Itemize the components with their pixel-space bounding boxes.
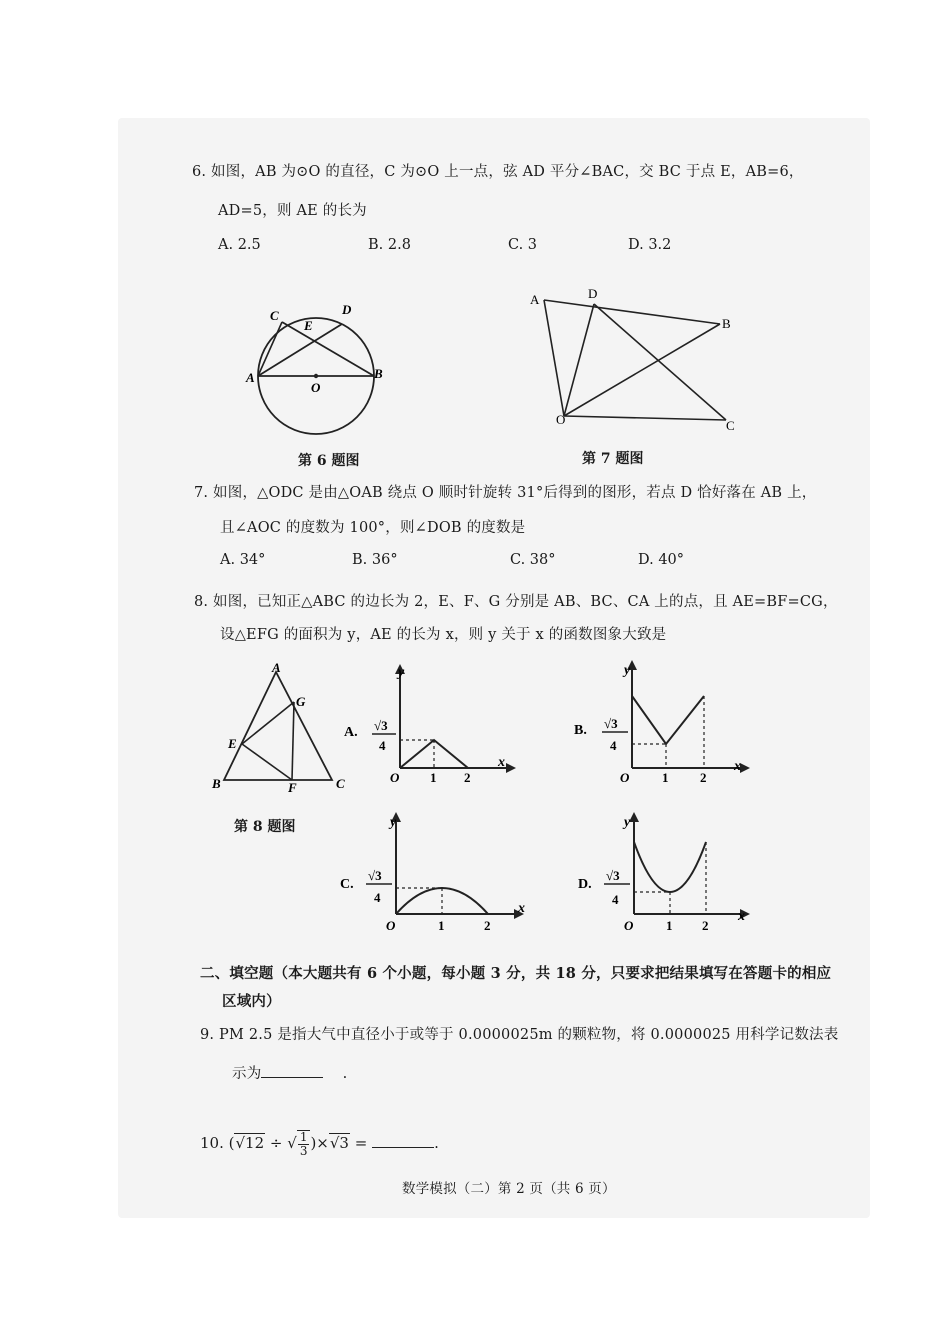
q6-circle-figure xyxy=(240,296,400,446)
q8-triangle-figure xyxy=(208,662,358,798)
q9-end: . xyxy=(342,1066,348,1082)
graph-c-tick-1: 1 xyxy=(438,918,445,933)
q10-sqrt-sign: √ xyxy=(287,1134,297,1152)
q8-label-c: C xyxy=(336,776,345,791)
q8-graph-a xyxy=(340,662,520,786)
q6-option-b: B. 2.8 xyxy=(368,237,411,253)
q7-option-b: B. 36° xyxy=(352,552,398,568)
page-footer: 数学模拟（二）第 2 页（共 6 页） xyxy=(402,1181,616,1197)
q9-line2 xyxy=(232,1062,347,1083)
q10-times: )× xyxy=(310,1134,329,1152)
graph-a-tick-2: 2 xyxy=(464,770,471,785)
q10-sqrt-3: √3 xyxy=(329,1134,349,1152)
graph-b-yval-num: √3 xyxy=(604,716,618,731)
graph-b-origin: O xyxy=(620,770,630,785)
q8-figure-caption: 第 8 题图 xyxy=(234,819,296,835)
q10-eq: = xyxy=(349,1134,373,1152)
q10-expression xyxy=(200,1130,439,1158)
q8-label-f: F xyxy=(288,780,297,795)
q8-line1: 8. 如图，已知正△ABC 的边长为 2，E、F、G 分别是 AB、BC、CA 上的点，且 AE=BF=CG， xyxy=(194,594,838,610)
graph-c-origin: O xyxy=(386,918,396,933)
q7-label-b: B xyxy=(722,316,731,331)
q9-answer-blank xyxy=(261,1063,323,1078)
graph-b-y-axis-label: y xyxy=(624,663,631,678)
q8-graph-c xyxy=(338,808,538,938)
q6-label-o: O xyxy=(311,380,321,395)
q6-label-d: D xyxy=(342,302,352,317)
graph-b-tick-2: 2 xyxy=(700,770,707,785)
q9-line2-text: 示为 xyxy=(232,1066,262,1082)
q10-frac-num: 1 xyxy=(299,1130,308,1144)
graph-b-x-axis-label: x xyxy=(734,759,741,774)
q8-line2: 设△EFG 的面积为 y，AE 的长为 x，则 y 关于 x 的函数图象大致是 xyxy=(220,627,667,643)
graph-d-origin: O xyxy=(624,918,634,933)
q10-prefix: 10. ( xyxy=(200,1134,235,1152)
graph-a-yval-den: 4 xyxy=(379,738,386,753)
q6-option-a: A. 2.5 xyxy=(218,237,261,253)
q6-label-e: E xyxy=(304,318,313,333)
q6-figure-caption: 第 6 题图 xyxy=(298,453,360,469)
q8-graph-b xyxy=(570,658,760,788)
q8-graph-d xyxy=(576,808,766,938)
q10-div: ÷ xyxy=(265,1134,288,1152)
q6-line2: AD=5，则 AE 的长为 xyxy=(218,203,367,219)
graph-b-yval-den: 4 xyxy=(610,738,617,753)
q7-label-o: O xyxy=(556,412,566,427)
q7-label-a: A xyxy=(530,292,540,307)
q7-figure xyxy=(520,282,750,442)
graph-d-x-axis-label: x xyxy=(738,909,745,924)
q10-fraction xyxy=(297,1130,311,1158)
graph-a-x-axis-label: x xyxy=(498,755,505,770)
q10-end: . xyxy=(434,1134,439,1152)
graph-a-option-label: A. xyxy=(344,725,358,740)
q8-label-e: E xyxy=(228,736,237,751)
q8-label-g: G xyxy=(296,694,306,709)
q10-sqrt-12: √12 xyxy=(235,1134,265,1152)
graph-d-tick-1: 1 xyxy=(666,918,673,933)
graph-a-y-axis-label: y xyxy=(398,665,405,680)
q10-answer-blank xyxy=(372,1133,434,1148)
graph-c-yval-den: 4 xyxy=(374,890,381,905)
graph-d-y-axis-label: y xyxy=(624,815,631,830)
q7-option-c: C. 38° xyxy=(510,552,556,568)
q6-label-c: C xyxy=(270,308,279,323)
q8-label-b: B xyxy=(212,776,221,791)
graph-d-tick-2: 2 xyxy=(702,918,709,933)
graph-c-yval-num: √3 xyxy=(368,868,382,883)
graph-a-tick-1: 1 xyxy=(430,770,437,785)
graph-c-x-axis-label: x xyxy=(518,901,525,916)
q7-line1: 7. 如图，△ODC 是由△OAB 绕点 O 顺时针旋转 31°后得到的图形，若点 D 恰好落在 AB 上， xyxy=(194,485,817,501)
graph-d-yval-den: 4 xyxy=(612,892,619,907)
q6-label-b: B xyxy=(374,366,383,381)
q9-line1: 9. PM 2.5 是指大气中直径小于或等于 0.0000025m 的颗粒物，将 0.0000025 用科学记数法表 xyxy=(200,1027,839,1043)
graph-b-option-label: B. xyxy=(574,723,587,738)
graph-c-option-label: C. xyxy=(340,877,354,892)
q7-option-d: D. 40° xyxy=(638,552,685,568)
graph-c-tick-2: 2 xyxy=(484,918,491,933)
q7-line2: 且∠AOC 的度数为 100°，则∠DOB 的度数是 xyxy=(220,520,526,536)
q7-option-a: A. 34° xyxy=(220,552,266,568)
q10-frac-den: 3 xyxy=(299,1144,308,1158)
graph-c-y-axis-label: y xyxy=(390,815,397,830)
graph-d-option-label: D. xyxy=(578,877,592,892)
q6-option-c: C. 3 xyxy=(508,237,538,253)
graph-a-origin: O xyxy=(390,770,400,785)
q7-label-d: D xyxy=(588,286,598,301)
graph-b-tick-1: 1 xyxy=(662,770,669,785)
graph-a-yval-num: √3 xyxy=(374,718,388,733)
graph-d-yval-num: √3 xyxy=(606,868,620,883)
section2-title-line1: 二、填空题（本大题共有 6 个小题，每小题 3 分，共 18 分，只要求把结果填写在答题卡的相应 xyxy=(200,965,832,982)
q7-figure-caption: 第 7 题图 xyxy=(582,451,644,467)
q6-label-a: A xyxy=(246,370,255,385)
section2-title-line2: 区域内） xyxy=(222,993,281,1010)
q7-label-c: C xyxy=(726,418,735,433)
q6-option-d: D. 3.2 xyxy=(628,237,672,253)
q6-line1: 6. 如图，AB 为⊙O 的直径，C 为⊙O 上一点，弦 AD 平分∠BAC，交 BC 于点 E，AB=6， xyxy=(192,164,804,180)
q8-label-a: A xyxy=(272,662,281,675)
